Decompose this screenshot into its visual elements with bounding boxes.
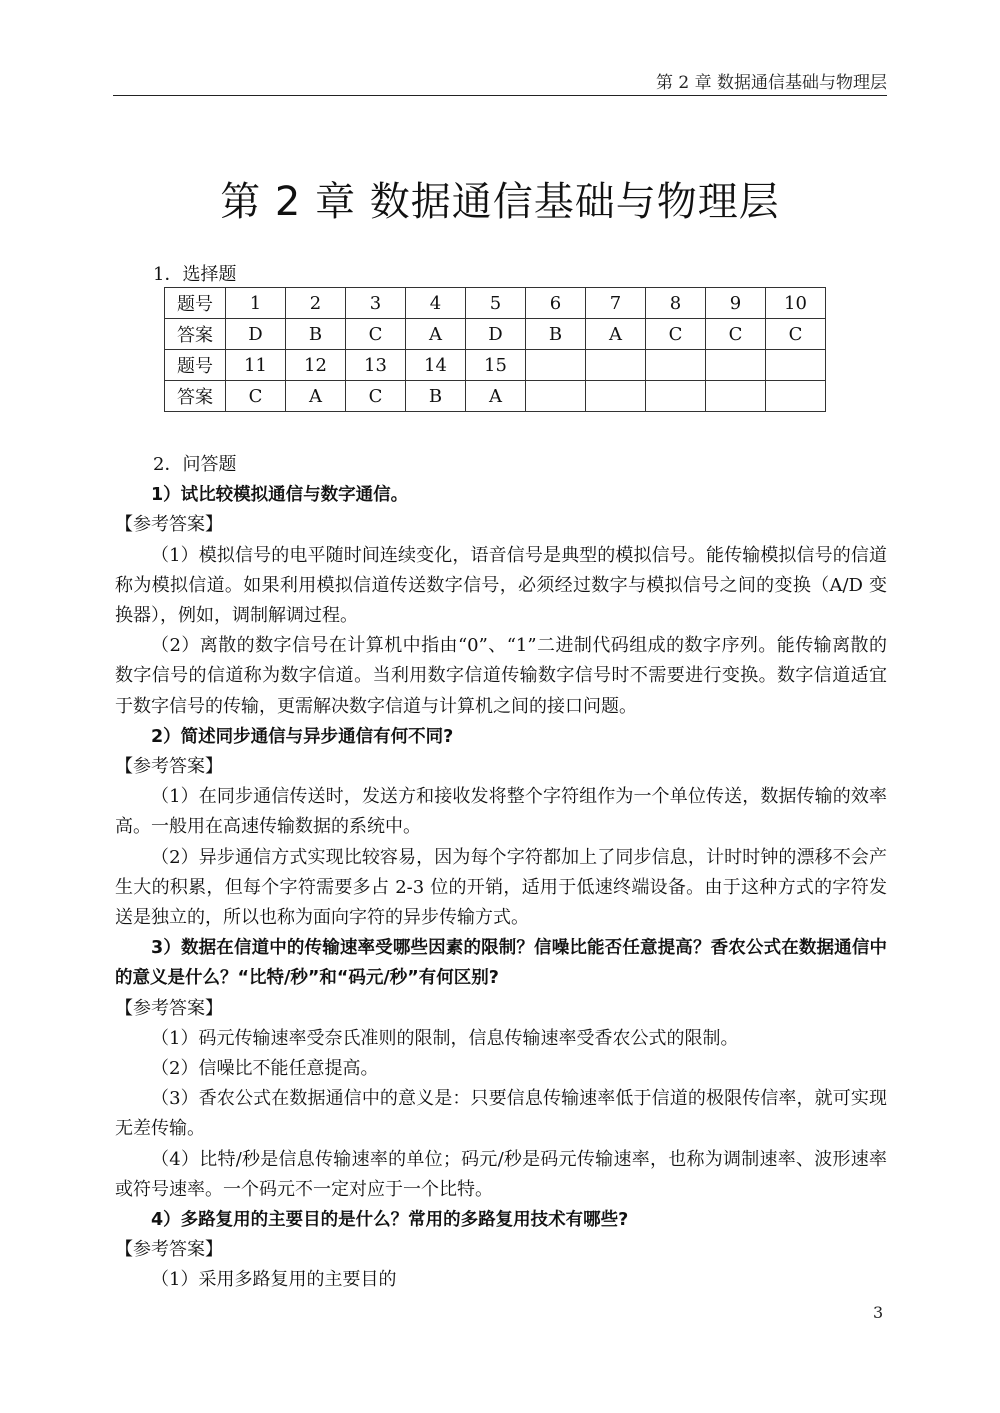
- table-row: [165, 288, 826, 319]
- table-cell: 6: [526, 288, 586, 319]
- table-cell: B: [286, 319, 346, 350]
- table-cell: B: [406, 381, 466, 412]
- table-row-label: 答案: [165, 319, 226, 350]
- table-cell: C: [706, 319, 766, 350]
- answer-paragraph: （1）在同步通信传送时，发送方和接收发将整个字符组作为一个单位传送，数据传输的效率高。一般用在高速传输数据的系统中。: [115, 786, 887, 838]
- section-heading-qa: 2．问答题: [153, 454, 237, 475]
- table-cell: A: [406, 319, 466, 350]
- table-row-label: 题号: [165, 288, 226, 319]
- table-cell: 14: [406, 350, 466, 381]
- answer-paragraph: （2）信噪比不能任意提高。: [151, 1058, 379, 1080]
- table-cell: A: [586, 319, 646, 350]
- question-4: 4）多路复用的主要目的是什么？常用的多路复用技术有哪些?: [151, 1210, 629, 1231]
- table-cell: [766, 381, 826, 412]
- table-cell: [526, 350, 586, 381]
- table-row: [165, 381, 826, 412]
- table-row-label: 答案: [165, 381, 226, 412]
- table-cell: B: [526, 319, 586, 350]
- answer-paragraph: （2）离散的数字信号在计算机中指由“0”、“1”二进制代码组成的数字序列。能传输离散的数字信号的信道称为数字信道。当利用数字信道传输数字信号时不需要进行变换。数字信道适宜于数字信号的传输，更需解决数字信道与计算机之间的接口问题。: [115, 635, 887, 717]
- table-cell: 15: [466, 350, 526, 381]
- table-cell: A: [466, 381, 526, 412]
- table-cell: [766, 350, 826, 381]
- table-cell: [526, 381, 586, 412]
- answer-paragraph: （3）香农公式在数据通信中的意义是：只要信息传输速率低于信道的极限传信率，就可实现无差传输。: [115, 1088, 887, 1140]
- answer-paragraph: （1）采用多路复用的主要目的: [151, 1269, 397, 1291]
- answer-paragraph: （1）模拟信号的电平随时间连续变化，语音信号是典型的模拟信号。能传输模拟信号的信道称为模拟信道。如果利用模拟信道传送数字信号，必须经过数字与模拟信号之间的变换（A/D 变换器），例如，调制解调过程。: [115, 544, 887, 627]
- table-cell: 4: [406, 288, 466, 319]
- table-cell: 13: [346, 350, 406, 381]
- table-cell: C: [646, 319, 706, 350]
- table-cell: 12: [286, 350, 346, 381]
- table-cell: 8: [646, 288, 706, 319]
- reference-answer-label: 【参考答案】: [115, 1239, 223, 1261]
- table-cell: 7: [586, 288, 646, 319]
- table-cell: D: [466, 319, 526, 350]
- answer-table: [164, 287, 826, 412]
- table-cell: [586, 381, 646, 412]
- table-row: [165, 319, 826, 350]
- section-heading-multiple-choice: 1．选择题: [153, 264, 237, 285]
- table-cell: C: [226, 381, 286, 412]
- table-cell: 1: [226, 288, 286, 319]
- table-cell: C: [346, 381, 406, 412]
- table-row: [165, 350, 826, 381]
- question-2: 2）简述同步通信与异步通信有何不同?: [151, 726, 454, 747]
- answer-paragraph: （4）比特/秒是信息传输速率的单位；码元/秒是码元传输速率，也称为调制速率、波形速率或符号速率。一个码元不一定对应于一个比特。: [115, 1148, 887, 1200]
- answer-paragraph: （1）码元传输速率受奈氏准则的限制，信息传输速率受香农公式的限制。: [151, 1027, 739, 1049]
- table-cell: 3: [346, 288, 406, 319]
- reference-answer-label: 【参考答案】: [115, 756, 223, 778]
- qa-section: [115, 450, 887, 1296]
- running-header: 第 2 章 数据通信基础与物理层: [655, 73, 887, 93]
- reference-answer-label: 【参考答案】: [115, 514, 223, 536]
- table-cell: 5: [466, 288, 526, 319]
- header-rule: [113, 95, 887, 96]
- table-cell: C: [346, 319, 406, 350]
- table-cell: [646, 381, 706, 412]
- table-cell: 10: [766, 288, 826, 319]
- table-cell: D: [226, 319, 286, 350]
- table-cell: C: [766, 319, 826, 350]
- chapter-title: 第 2 章 数据通信基础与物理层: [220, 179, 780, 225]
- answer-paragraph: （2）异步通信方式实现比较容易，因为每个字符都加上了同步信息，计时时钟的漂移不会产生大的积累，但每个字符需要多占 2-3 位的开销，适用于低速终端设备。由于这种方式的字符发送是独立的，所以也称为面向字符的异步传输方式。: [115, 846, 887, 929]
- table-cell: 2: [286, 288, 346, 319]
- table-cell: 11: [226, 350, 286, 381]
- table-cell: [586, 350, 646, 381]
- page-number: 3: [873, 1303, 884, 1322]
- table-cell: [706, 350, 766, 381]
- table-cell: [646, 350, 706, 381]
- table-row-label: 题号: [165, 350, 226, 381]
- question-3: 3）数据在信道中的传输速率受哪些因素的限制？信噪比能否任意提高？香农公式在数据通信中的意义是什么？“比特/秒”和“码元/秒”有何区别?: [115, 938, 887, 989]
- question-1: 1）试比较模拟通信与数字通信。: [151, 485, 409, 506]
- table-cell: 9: [706, 288, 766, 319]
- table-cell: [706, 381, 766, 412]
- table-cell: A: [286, 381, 346, 412]
- reference-answer-label: 【参考答案】: [115, 997, 223, 1019]
